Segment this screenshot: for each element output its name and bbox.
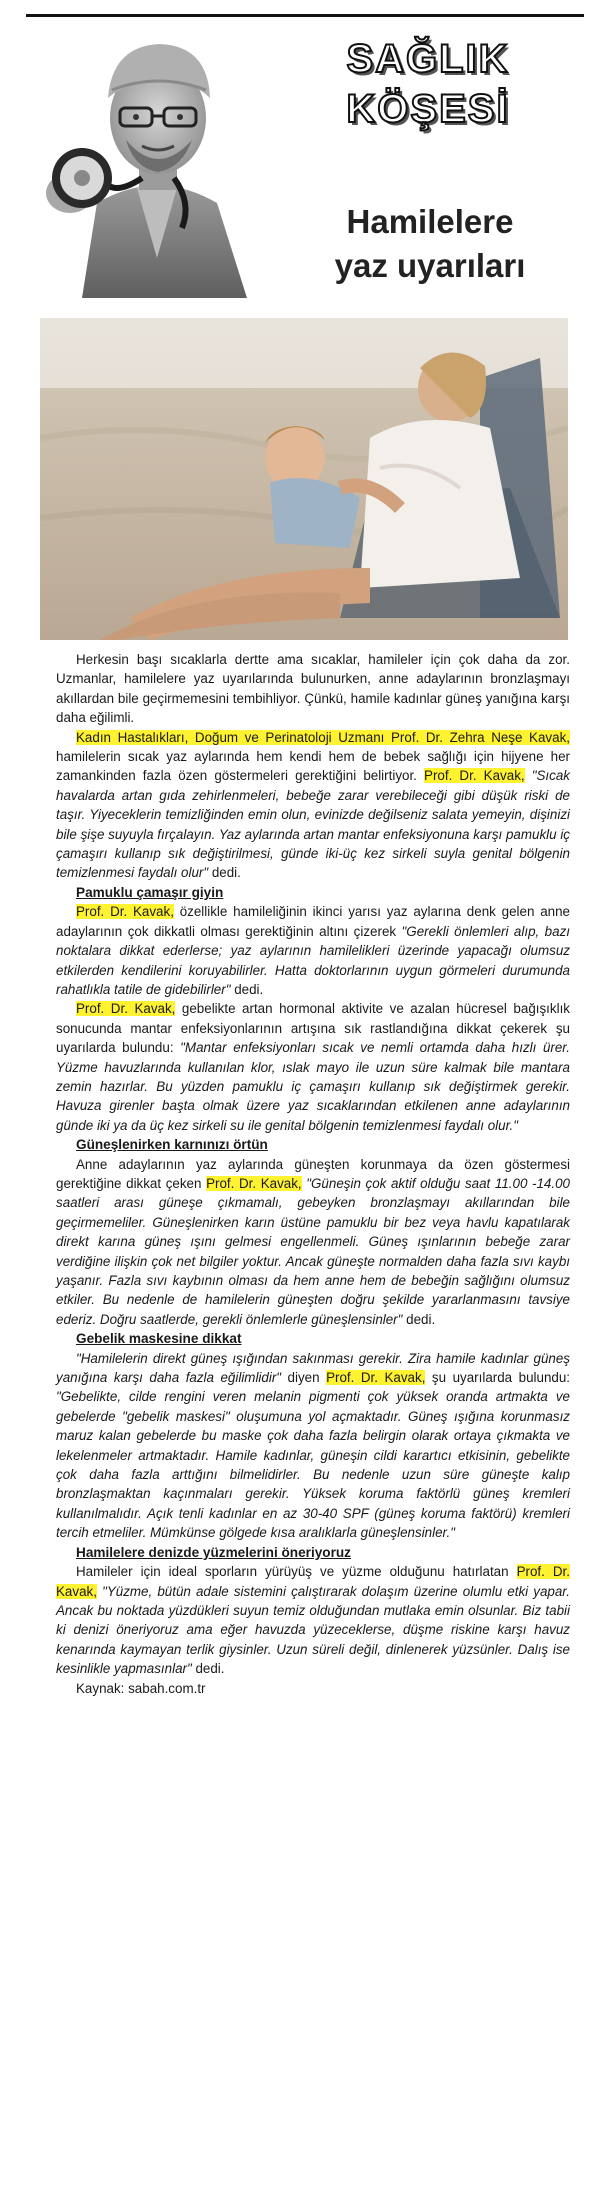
article-photo [40,318,568,640]
highlighted-name: Prof. Dr. Kavak, [424,768,525,784]
paragraph-5 [56,1155,570,1330]
highlighted-name: Prof. Dr. Kavak, [206,1175,302,1191]
paragraph-text: hamilelerin sıcak yaz aylarında hem kendi hem de bebek sağlığı için hijyene her zamankinden fazla özen göstermeleri gerektiğini belirtiyor. [56,749,570,784]
kicker-line-1: SAĞLIK [346,37,510,81]
quote-text: "Mantar enfeksiyonları sıcak ve nemli ortamda daha hızlı ürer. Yüzme havuzlarında kullanılan klor, ıslak mayo ile uzun süre kalmak bile mantara zemin hazırlar. Bu yüzden pamuklu iç çamaşırı kullanıp sık değiştirmek gerekir. Havuza girenler başta olmak üzere yaz sıcaklarından etkilenen anne adaylarının günde iki ya da üç kez sirkeli su ile genital bölgenin temizlenmesi faydalı olur." [56,1040,570,1133]
doctor-illustration [42,28,272,298]
quote-text: "Hamilelerin direkt güneş ışığından sakınması gerekir. Zira hamile kadınlar güneş yanığına karşı daha fazla eğilimlidir" [56,1350,570,1386]
paragraph-2 [56,728,570,883]
paragraph-text: dedi. [191,1661,225,1677]
subheading-1: Pamuklu çamaşır giyin [76,884,224,900]
quote-text: "Güneşin çok aktif olduğu saat 11.00 -14.00 saatleri arası güneşe çıkmamalı, gebeyken bronzlaşmayı akıllarından bile geçirmemeliler. Güneşlenirken karın üstüne pamuklu bir bez veya havlu kapatılarak direkt karına güneş ışını gelmesi engellenmeli. Güneş ışınlarının bebeğe zarar verdiğine ilişkin çok net bilgiler yoktur. Ancak güneşte normalden daha fazla sıvı kaybı yaşanır. Fazla sıvı kaybının olması da hem anne hem de bebeğin sağlığını olumsuz etkiler. Bu nedenle de hamilelerin güneşten doğru şekilde yararlanmasını tavsiye ederiz. Doğru saatlerde, gerekli önlemlerle güneşlensinler" [56,1175,570,1327]
paragraph-text: diyen [281,1370,327,1386]
highlighted-name: Kadın Hastalıkları, Doğum ve Perinatoloji Uzmanı Prof. Dr. Zehra Neşe Kavak, [76,729,570,745]
subheading-3: Gebelik maskesine dikkat [76,1331,242,1347]
paragraph-text: Anne adaylarının yaz aylarında güneşten korunmaya da özen göstermesi gerektiğine dikkat çeken [56,1156,570,1191]
column-kicker [278,34,578,134]
paragraph-text: özellikle hamileliğinin ikinci yarısı yaz aylarına denk gelen anne adaylarının çok dikkatli olması gerektiğinin altını çizerek [56,904,570,939]
highlighted-name: Prof. Dr. Kavak, [56,1564,570,1599]
paragraph-3 [56,902,570,999]
paragraph-text: gebelikte artan hormonal aktivite ve azalan hücresel bağışıklık sonucunda mantar enfeksiyonlarının artışına sık rastlandığına dikkat çekerek şu uyarılarda bulundu: [56,1001,570,1056]
highlighted-name: Prof. Dr. Kavak, [76,904,174,920]
quote-text: "Sıcak havalarda artan gıda zehirlenmeleri, bebeğe zarar verebileceği gibi düşük riski de taşır. Yiyeceklerin temizliğinden emin olun, evinizde değilseniz salata yemeyin, dişinizi bile şişe suyuyla fırçalayın. Yaz aylarında artan mantar enfeksiyonuna karşı pamuklu iç çamaşırı kullanıp sık değiştirilmesi, günde iki-üç kez sirkeli suyla genital bölgenin temizlenmesi faydalı olur" [56,768,570,881]
paragraph-4 [56,999,570,1135]
subheading-2: Güneşlenirken karnınızı örtün [76,1137,268,1153]
paragraph-text: Hamileler için ideal sporların yürüyüş ve yüzme olduğunu hatırlatan [76,1564,517,1580]
article-body [56,650,570,1698]
kicker-line-2: KÖŞESİ [346,87,510,131]
paragraph-text: dedi. [402,1311,436,1327]
column-header [30,20,580,310]
highlighted-name: Prof. Dr. Kavak, [326,1370,426,1386]
title-line-1: Hamilelere [346,203,514,240]
paragraph-text: şu uyarılarda bulundu: [425,1370,571,1386]
paragraph-text: dedi. [230,981,264,997]
quote-text: "Gebelikte, cilde rengini veren melanin pigmenti çok yüksek oranda artmakta ve gebelerde "gebelik maskesi" oluşumuna yol açmaktadır. Güneş ışığına korunmasız maruz kalan gebelerde bu maske çok daha fazla belirgin olarak ortaya çıkmakta ve lekelenmeler artmaktadır. Hamile kadınlar, güneşin cildi karartıcı etkisinin, gebelikte çok daha fazla arttığını bilmelidirler. Bu nedenle uzun süre güneşte kalıp bronzlaşmaktan kaçınmaları gerekir. Yüksek koruma faktörlü güneş kremleri kullanılmalıdır. Açık tenli kadınlar en az 30-40 SPF (güneş koruma faktörü) kremleri tercih etmeliler. Mümkünse gölgede kısa aralıklarla güneşlensinler." [56,1389,570,1541]
paragraph-7 [56,1562,570,1678]
top-rule [26,14,584,17]
title-line-2: yaz uyarıları [334,247,526,284]
quote-text: "Yüzme, bütün adale sistemini çalıştırarak dolaşım üzerine olumlu etki yapar. Ancak bu noktada yüzdükleri suyun temiz olduğundan mutlaka emin olsunlar. Biz tabii ki denizi öneriyoruz ama eğer havuzda yüzeceklerse, düşme riskine karşı havuz kenarında kaymayan terlik giysinler. Uzun süreli değil, dinlenerek yüzsünler. Dalış ise kesinlikle yapmasınlar" [56,1583,570,1677]
subheading-4: Hamilelere denizde yüzmelerini öneriyoruz [76,1544,351,1560]
quote-text: "Gerekli önlemleri alıp, bazı noktalara dikkat ederlerse; yaz aylarının hamilelikleri üzerinde yapacağı olumsuz etkilerden kendilerini koruyabilirler. Hatta doktorlarının uygun görmeleri durumunda rahatlıkla tatile de gidebilirler" [56,923,570,997]
highlighted-name: Prof. Dr. Kavak, [76,1001,176,1017]
paragraph-6 [56,1349,570,1543]
source-line: Kaynak: sabah.com.tr [76,1680,206,1696]
article-title [295,200,565,288]
intro-paragraph: Herkesin başı sıcaklarla dertte ama sıcaklar, hamileler için çok daha da zor. Uzmanlar, hamilelere yaz uyarılarında bulunurken, anne adaylarının bronzlaşmayı akıllardan bile geçirmemesini tembihliyor. Çünkü, hamile kadınlar güneş yanığına karşı daha eğilimli. [56,652,570,726]
paragraph-text: dedi. [208,865,241,881]
